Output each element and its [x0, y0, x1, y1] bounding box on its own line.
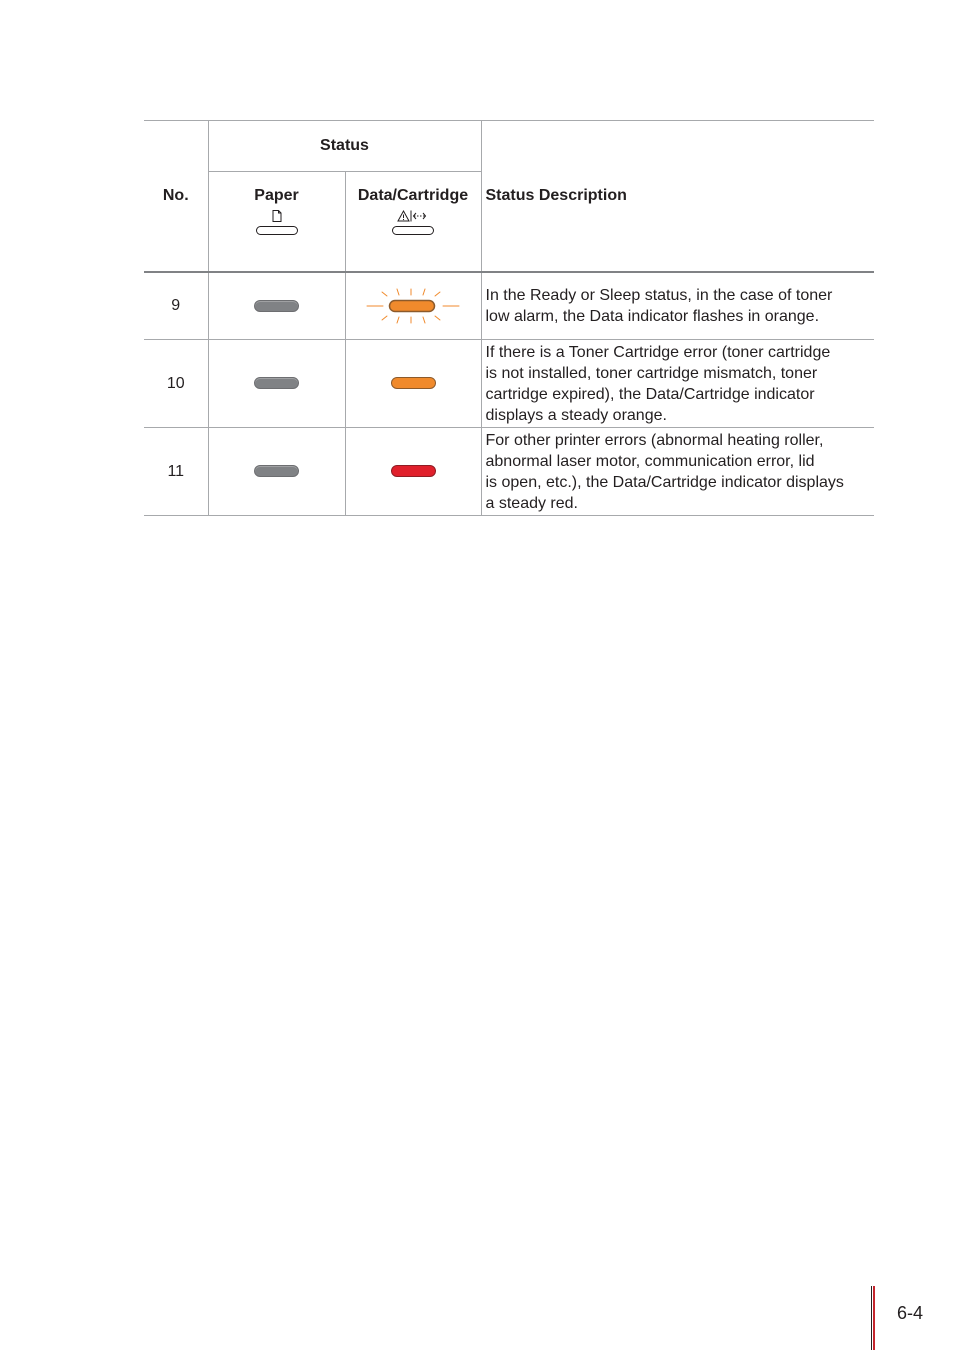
data-led-outline — [392, 226, 434, 235]
header-data-cartridge-label: Data/Cartridge — [357, 187, 469, 204]
data-led-steady-orange — [391, 377, 436, 389]
description-line: low alarm, the Data indicator flashes in orange. — [485, 308, 820, 325]
data-led-cell — [345, 428, 481, 516]
data-led-cell — [345, 340, 481, 428]
status-description — [481, 272, 874, 340]
row-number: 11 — [144, 428, 208, 516]
header-status-description: Status Description — [481, 121, 874, 273]
table-row — [144, 428, 874, 516]
description-line: is open, etc.), the Data/Cartridge indicator displays — [485, 473, 844, 491]
warning-data-icon — [396, 208, 430, 224]
header-paper — [208, 172, 345, 273]
table-row — [144, 272, 874, 340]
description-line: is not installed, toner cartridge mismatch, toner — [485, 364, 818, 382]
header-no: No. — [144, 121, 208, 273]
paper-led-outline — [256, 226, 298, 235]
header-status: Status — [208, 121, 481, 172]
status-description — [481, 340, 874, 428]
data-led-flashing-orange — [365, 286, 461, 326]
paper-led-gray — [254, 300, 299, 312]
description-line: In the Ready or Sleep status, in the case of toner — [485, 287, 833, 304]
description-line: cartridge expired), the Data/Cartridge indicator — [485, 385, 815, 403]
description-line: a steady red. — [485, 494, 578, 512]
header-data-cartridge — [345, 172, 481, 273]
row-number: 9 — [144, 272, 208, 340]
row-number: 10 — [144, 340, 208, 428]
status-indicator-table — [144, 120, 874, 516]
paper-led-cell — [208, 272, 345, 340]
description-line: For other printer errors (abnormal heating roller, — [485, 431, 824, 449]
flash-rays-icon — [365, 286, 461, 326]
description-line: abnormal laser motor, communication error, lid — [485, 452, 815, 470]
header-paper-label: Paper — [254, 187, 299, 204]
paper-led-cell — [208, 340, 345, 428]
data-led-cell — [345, 272, 481, 340]
table-row — [144, 340, 874, 428]
description-line: displays a steady orange. — [485, 406, 667, 424]
paper-icon — [270, 208, 284, 224]
paper-led-gray — [254, 377, 299, 389]
description-line: If there is a Toner Cartridge error (toner cartridge — [485, 343, 831, 361]
paper-led-cell — [208, 428, 345, 516]
data-led-steady-red — [391, 465, 436, 477]
page-number: 6-4 — [897, 1303, 924, 1323]
status-description — [481, 428, 874, 516]
page-margin-rule — [871, 1286, 875, 1350]
paper-led-gray — [254, 465, 299, 477]
